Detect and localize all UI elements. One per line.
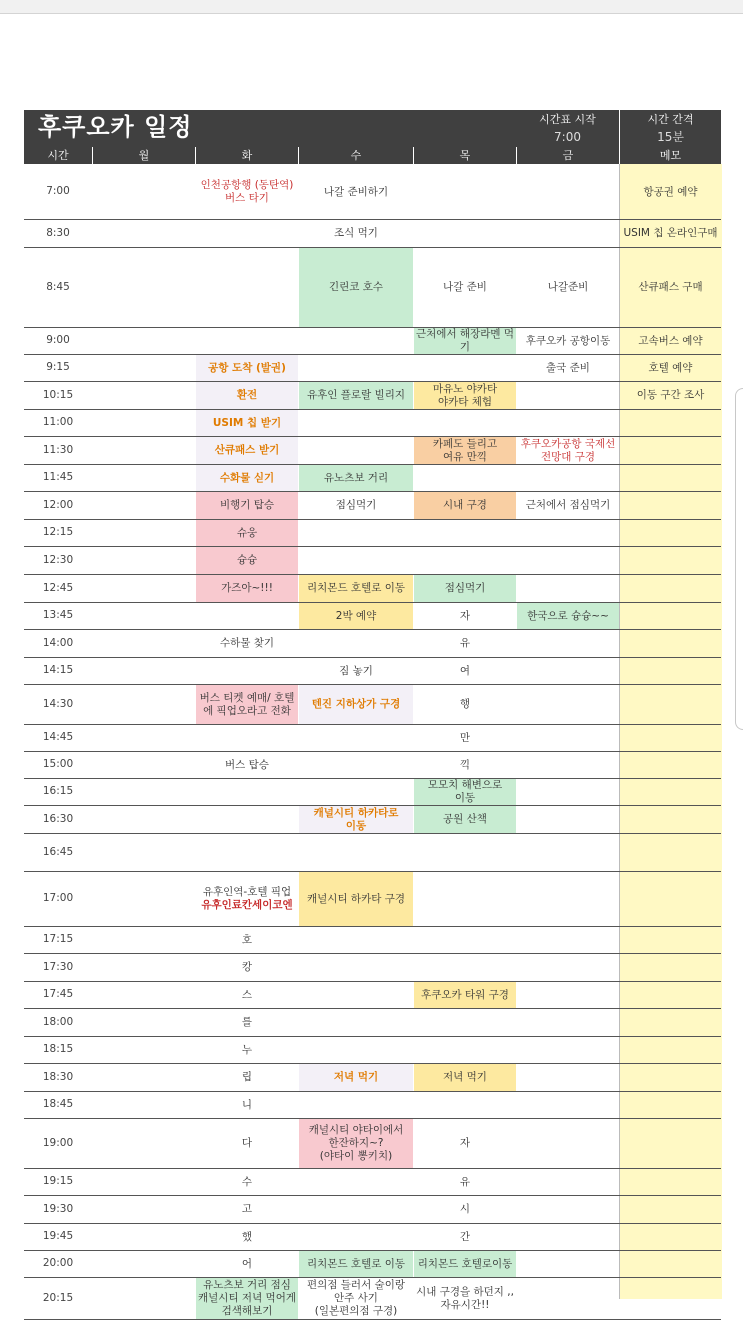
- time-cell: 14:45: [42, 731, 74, 743]
- schedule-cell[interactable]: 조식 먹기: [334, 227, 378, 239]
- schedule-cell[interactable]: 시내 구경: [414, 492, 516, 519]
- schedule-cell[interactable]: 2박 예약: [299, 603, 413, 629]
- schedule-cell[interactable]: 고: [241, 1203, 253, 1215]
- schedule-cell[interactable]: 슈웅: [196, 520, 298, 546]
- memo-cell[interactable]: 산큐패스 구매: [638, 281, 703, 293]
- schedule-cell[interactable]: 를: [241, 1016, 253, 1028]
- time-cell: 16:30: [42, 812, 74, 825]
- schedule-cell[interactable]: 유: [459, 1175, 471, 1188]
- schedule-cell[interactable]: 편의점 들러서 술이랑 안주 사기 (일본편의점 구경): [307, 1279, 405, 1317]
- schedule-cell[interactable]: 모모치 해변으로 이동: [414, 779, 516, 805]
- schedule-cell[interactable]: 공항 도착 (발권): [196, 355, 298, 381]
- schedule-cell[interactable]: 후쿠오카 타워 구경: [414, 982, 516, 1008]
- schedule-cell[interactable]: 버스 탑승: [225, 758, 269, 771]
- row-divider: [24, 953, 721, 954]
- schedule-cell[interactable]: 간: [459, 1230, 471, 1243]
- schedule-cell[interactable]: 나갈준비: [547, 281, 589, 293]
- schedule-cell[interactable]: 자: [459, 609, 471, 622]
- column-header-0: 시간: [47, 149, 69, 162]
- time-cell: 12:30: [42, 553, 74, 566]
- schedule-cell[interactable]: 자: [459, 1137, 471, 1149]
- schedule-cell[interactable]: 근처에서 해장라멘 먹 기: [414, 328, 516, 354]
- time-cell: 18:00: [42, 1015, 74, 1028]
- time-cell: 17:15: [42, 933, 74, 945]
- row-divider: [24, 1008, 721, 1009]
- memo-cell[interactable]: 고속버스 예약: [638, 334, 703, 347]
- time-cell: 14:30: [42, 697, 74, 710]
- column-header-1: 월: [92, 147, 195, 164]
- schedule-cell[interactable]: 유후인 플로랄 빌리지: [299, 382, 413, 409]
- schedule-cell[interactable]: 캐널시티 하카타로 이동: [299, 806, 413, 833]
- schedule-cell[interactable]: 버스 티켓 예매/ 호텔 에 픽업오라고 전화: [196, 685, 298, 724]
- schedule-cell[interactable]: 유후인역-호텔 픽업 유후인료칸세이코엔: [201, 886, 293, 911]
- row-divider: [24, 751, 721, 752]
- time-cell: 8:45: [46, 280, 70, 293]
- schedule-cell[interactable]: 수하물 찾기: [219, 637, 275, 649]
- schedule-cell[interactable]: 어: [241, 1257, 253, 1270]
- schedule-cell[interactable]: 짐 놓기: [339, 664, 373, 677]
- time-cell: 18:45: [42, 1098, 74, 1110]
- column-header-3: 수: [298, 147, 413, 164]
- memo-cell[interactable]: 호텔 예약: [648, 361, 693, 374]
- schedule-cell[interactable]: 캐널시티 야타이에서 한잔하지~? (야타이 뽕키치): [299, 1119, 413, 1168]
- schedule-cell[interactable]: 나갈 준비: [443, 281, 487, 293]
- row-divider: [24, 546, 721, 547]
- schedule-cell[interactable]: 유노츠보 거리: [299, 465, 413, 491]
- time-cell: 17:00: [42, 892, 74, 904]
- schedule-cell[interactable]: 캉: [241, 961, 253, 973]
- time-cell: 12:45: [42, 581, 74, 594]
- page-title: 후쿠오카 일정: [38, 113, 193, 141]
- time-cell: 14:00: [42, 636, 74, 649]
- time-cell: 8:30: [46, 226, 70, 239]
- schedule-cell[interactable]: 저녁 먹기: [299, 1064, 413, 1091]
- time-cell: 11:45: [42, 471, 74, 483]
- schedule-cell[interactable]: 카페도 들리고 여유 만끽: [414, 437, 516, 464]
- schedule-cell[interactable]: 나갈 준비하기: [323, 185, 389, 198]
- row-divider: [24, 1223, 721, 1224]
- column-header-5: 금: [516, 147, 619, 164]
- interval-value: 15분: [657, 130, 684, 144]
- schedule-cell[interactable]: 다: [241, 1137, 253, 1149]
- schedule-cell[interactable]: 슝슝: [196, 547, 298, 574]
- schedule-cell[interactable]: 점심먹기: [335, 499, 377, 511]
- time-cell: 10:15: [42, 388, 74, 401]
- schedule-cell[interactable]: 긴린코 호수: [299, 248, 413, 327]
- time-cell: 7:00: [46, 185, 70, 197]
- time-cell: 15:00: [42, 758, 74, 770]
- row-divider: [24, 833, 721, 834]
- row-divider: [24, 778, 721, 779]
- schedule-cell[interactable]: 인천공항행 (동탄역) 버스 타기: [200, 179, 294, 204]
- schedule-cell[interactable]: 저녁 먹기: [414, 1064, 516, 1091]
- schedule-cell[interactable]: 후쿠오카 공항이동: [525, 334, 611, 347]
- memo-cell[interactable]: 이동 구간 조사: [636, 389, 705, 401]
- time-cell: 17:30: [42, 960, 74, 973]
- schedule-cell[interactable]: 수화물 싣기: [196, 465, 298, 491]
- schedule-cell[interactable]: USIM 칩 받기: [196, 410, 298, 436]
- start-value: 7:00: [554, 130, 581, 144]
- row-divider: [24, 519, 721, 520]
- browser-top-bar: [0, 0, 743, 14]
- schedule-cell[interactable]: 출국 준비: [546, 361, 590, 374]
- time-cell: 19:30: [42, 1202, 74, 1215]
- row-divider: [24, 981, 721, 982]
- schedule-cell[interactable]: 산큐패스 받기: [196, 437, 298, 464]
- interval-label: 시간 간격: [647, 113, 694, 126]
- schedule-cell[interactable]: 시내 구경을 하던지 ,, 자유시간!!: [416, 1285, 514, 1311]
- schedule-cell[interactable]: 만: [459, 731, 471, 744]
- row-divider: [24, 1195, 721, 1196]
- schedule-cell[interactable]: 마유노 야카타 야카타 체험: [414, 382, 516, 409]
- schedule-cell[interactable]: 후쿠오카공항 국제선 전망대 구경: [520, 437, 616, 463]
- row-divider: [24, 629, 721, 630]
- time-cell: 19:15: [42, 1175, 74, 1187]
- time-cell: 14:15: [42, 664, 74, 676]
- time-cell: 9:00: [46, 334, 70, 346]
- row-divider: [24, 409, 721, 410]
- row-divider: [24, 926, 721, 927]
- time-cell: 13:45: [42, 609, 74, 621]
- schedule-cell[interactable]: 니: [241, 1098, 253, 1111]
- schedule-cell[interactable]: 점심먹기: [414, 575, 516, 602]
- schedule-cell[interactable]: 유노츠보 거리 점심 캐널시티 저녁 먹어게 검색해보기: [196, 1278, 298, 1319]
- schedule-cell[interactable]: 립: [241, 1071, 253, 1083]
- time-cell: 16:45: [42, 845, 74, 858]
- time-cell: 11:30: [42, 443, 74, 456]
- schedule-cell[interactable]: 행: [459, 698, 471, 710]
- schedule-cell[interactable]: 리치몬드 호텔로 이동: [299, 575, 413, 602]
- schedule-cell[interactable]: 근처에서 점심먹기: [525, 499, 611, 511]
- column-header-4: 목: [413, 147, 516, 164]
- row-divider: [24, 1091, 721, 1092]
- time-cell: 18:15: [42, 1043, 74, 1055]
- time-cell: 18:30: [42, 1070, 74, 1083]
- schedule-cell[interactable]: 캐널시티 하카타 구경: [299, 872, 413, 926]
- row-divider: [24, 1168, 721, 1169]
- schedule-cell[interactable]: 호: [241, 933, 253, 946]
- time-cell: 19:45: [42, 1230, 74, 1242]
- start-label: 시간표 시작: [539, 113, 596, 126]
- schedule-cell[interactable]: 공원 산책: [414, 806, 516, 833]
- time-cell: 16:15: [42, 785, 74, 797]
- schedule-cell[interactable]: 유: [459, 637, 471, 649]
- row-divider: [24, 1036, 721, 1037]
- schedule-cell[interactable]: 시: [459, 1203, 471, 1215]
- schedule-cell[interactable]: 가즈아~!!!: [196, 575, 298, 602]
- scroll-handle[interactable]: [735, 388, 743, 730]
- schedule-cell[interactable]: 여: [459, 664, 471, 677]
- row-divider: [24, 724, 721, 725]
- time-cell: 20:00: [42, 1257, 74, 1269]
- time-cell: 12:00: [42, 498, 74, 511]
- schedule-cell[interactable]: 수: [241, 1175, 253, 1188]
- time-cell: 12:15: [42, 526, 74, 538]
- memo-cell[interactable]: USIM 칩 온라인구매: [623, 227, 718, 239]
- memo-cell[interactable]: 항공권 예약: [643, 185, 698, 198]
- time-cell: 20:15: [42, 1291, 74, 1304]
- schedule-cell[interactable]: 텐진 지하상가 구경: [299, 685, 413, 724]
- schedule-cell[interactable]: 리치몬드 호텔로이동: [414, 1251, 516, 1277]
- schedule-cell[interactable]: 한국으로 슝슝~~: [517, 603, 619, 629]
- time-cell: 11:00: [42, 416, 74, 428]
- schedule-cell[interactable]: 누: [241, 1043, 253, 1056]
- schedule-cell[interactable]: 비행기 탑승: [196, 492, 298, 519]
- time-cell: 9:15: [46, 361, 70, 373]
- schedule-cell[interactable]: 스: [241, 988, 253, 1001]
- time-cell: 17:45: [42, 988, 74, 1000]
- schedule-cell[interactable]: 리치몬드 호텔로 이동: [299, 1251, 413, 1277]
- schedule-cell[interactable]: 했: [241, 1230, 253, 1243]
- column-header-2: 화: [195, 147, 298, 164]
- schedule-cell[interactable]: 끽: [459, 758, 471, 771]
- column-header-6: 메모: [619, 147, 721, 164]
- schedule-cell[interactable]: 환전: [196, 382, 298, 409]
- time-cell: 19:00: [42, 1136, 74, 1149]
